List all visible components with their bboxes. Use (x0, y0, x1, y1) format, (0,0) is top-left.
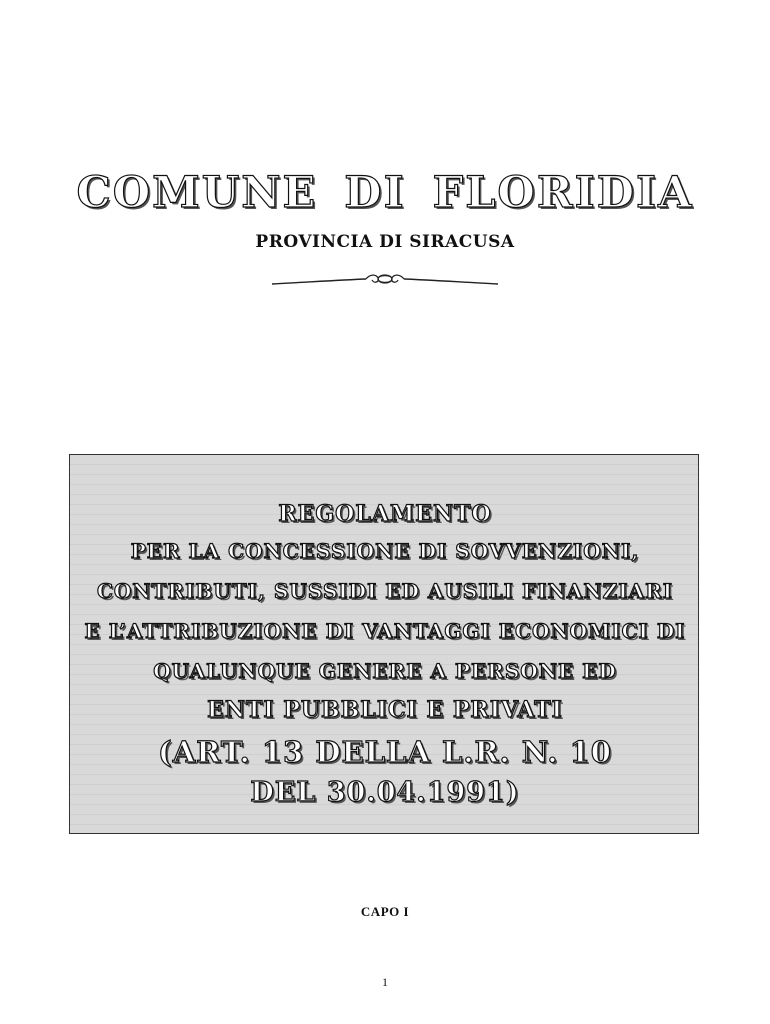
regulation-line: PER LA CONCESSIONE DI SOVVENZIONI, (130, 539, 640, 563)
regulation-line: E L’ATTRIBUZIONE DI VANTAGGI ECONOMICI DI (84, 619, 686, 643)
page-title: COMUNE DI FLORIDIA (76, 168, 694, 218)
law-date: DEL 30.04.1991) (250, 777, 520, 808)
regulation-line: CONTRIBUTI, SUSSIDI ED AUSILI FINANZIARI (96, 579, 674, 603)
regulation-heading: REGOLAMENTO (278, 501, 492, 527)
flourish-divider-icon (270, 268, 500, 292)
page-number: 1 (382, 975, 388, 989)
law-reference: (ART. 13 DELLA L.R. N. 10 (158, 735, 612, 769)
regulation-line: ENTI PUBBLICI E PRIVATI (207, 697, 563, 723)
chapter-label: CAPO I (360, 904, 410, 919)
page-subtitle: PROVINCIA DI SIRACUSA (255, 232, 515, 252)
regulation-title-box (69, 454, 699, 834)
regulation-line: QUALUNQUE GENERE A PERSONE ED (153, 659, 617, 683)
